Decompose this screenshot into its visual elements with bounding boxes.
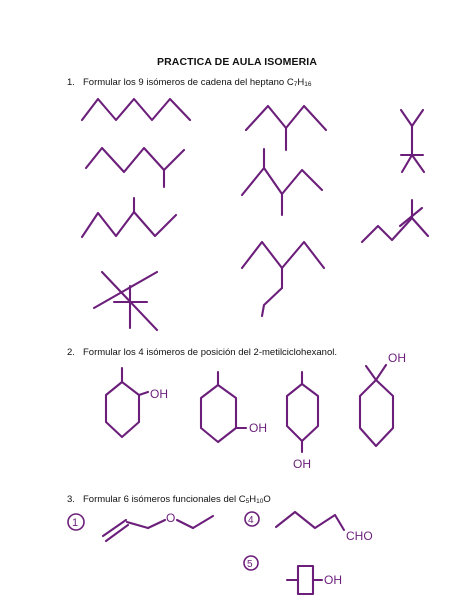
functional-isomer-1: [68, 511, 213, 541]
cyclohexanol-isomer-1: [106, 368, 168, 437]
oh-label: OH: [293, 457, 311, 471]
question-3-number: 3.: [67, 494, 75, 505]
oh-label: OH: [150, 387, 168, 401]
cyclohexanol-isomer-4: [360, 351, 406, 446]
heptane-isomer-5: [242, 149, 322, 215]
heptane-isomer-1: [82, 99, 190, 120]
heptane-isomer-8: [362, 200, 428, 242]
heptane-isomer-2: [246, 106, 326, 150]
question-2-text: Formular los 4 isómeros de posición del 2-metilciclohexanol.: [83, 347, 337, 358]
answer-circle-5-label: 5: [247, 559, 253, 570]
page-title: PRACTICA DE AULA ISOMERIA: [157, 56, 317, 68]
cyclohexanol-isomer-2: [201, 372, 267, 442]
cho-label: CHO: [346, 529, 373, 543]
o-label: O: [166, 511, 176, 525]
functional-isomer-5: [244, 556, 342, 594]
question-3-subscript-h: 10: [256, 498, 264, 505]
question-3-text: Formular 6 isómeros funcionales del C: [83, 494, 246, 505]
question-1-number: 1.: [67, 77, 75, 88]
question-2-number: 2.: [67, 347, 75, 358]
heptane-isomer-4: [86, 148, 184, 187]
heptane-isomer-7: [242, 242, 324, 316]
question-1-subscript-h: 16: [304, 81, 312, 88]
question-1-text: Formular los 9 isómeros de cadena del heptano C: [83, 77, 294, 88]
question-3-element-o: O: [263, 494, 271, 505]
heptane-isomer-6: [82, 198, 176, 237]
question-1-subscript-c: 7: [293, 81, 298, 88]
functional-isomer-4: [245, 512, 373, 543]
heptane-isomer-9: [94, 272, 157, 330]
oh-label: OH: [388, 351, 406, 365]
cyclohexanol-isomer-3: [287, 372, 318, 471]
question-3-element-h: H: [249, 494, 257, 505]
heptane-isomer-3: [401, 110, 424, 172]
answer-circle-1-label: 1: [72, 517, 79, 529]
oh-label: OH: [249, 421, 267, 435]
answer-circle-4-label: 4: [248, 515, 254, 526]
question-1-element-h: H: [297, 77, 305, 88]
question-3-subscript-c: 5: [245, 498, 250, 505]
oh-label: OH: [324, 573, 342, 587]
